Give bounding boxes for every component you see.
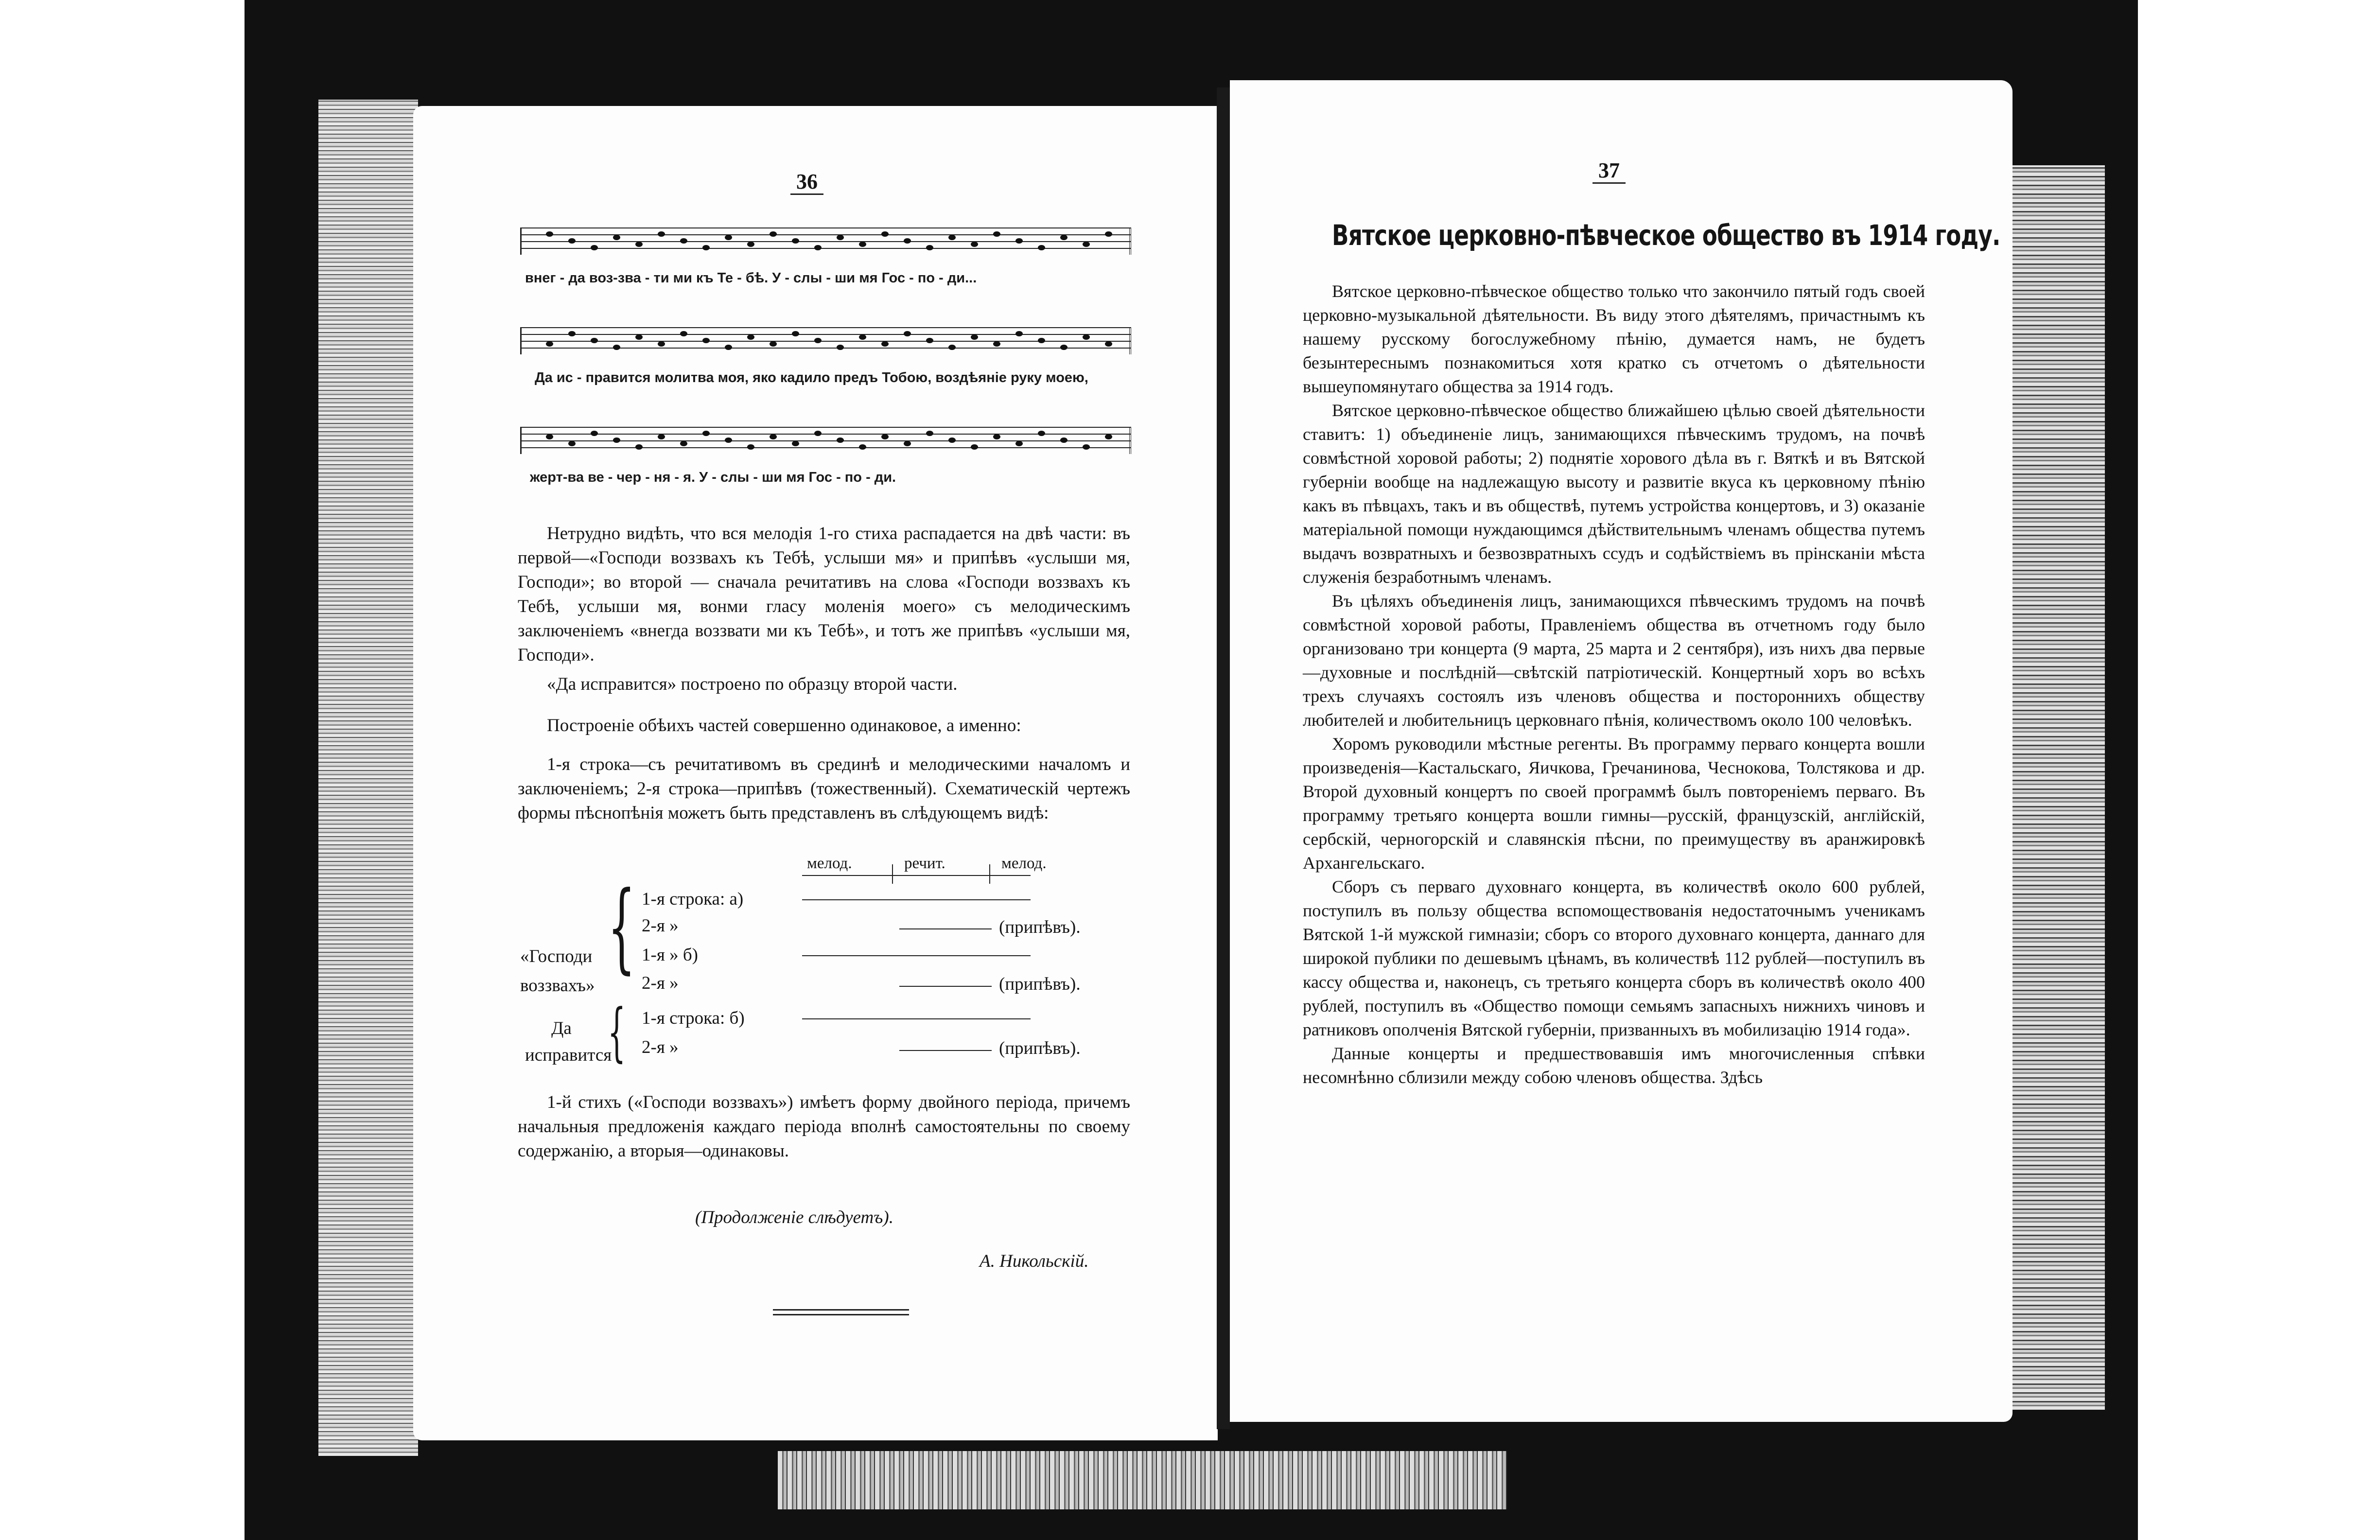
music-note bbox=[591, 245, 598, 250]
music-note bbox=[1015, 441, 1023, 446]
music-note bbox=[635, 334, 643, 340]
scheme-row-2: 2-я » bbox=[642, 973, 679, 993]
scheme-row-2: 2-я » bbox=[642, 916, 679, 936]
music-note bbox=[948, 345, 956, 350]
scheme-group-ispravitsya: Да исправится bbox=[525, 1018, 612, 1065]
scheme-line bbox=[899, 986, 992, 987]
music-note bbox=[1105, 341, 1112, 347]
music-note bbox=[814, 338, 822, 343]
scheme-refrain: (припѣвъ). bbox=[999, 917, 1081, 937]
music-note bbox=[747, 444, 754, 450]
music-staff-2 bbox=[520, 327, 1131, 354]
paragraph-da-ispravitsya: «Да исправится» построено по образцу второй части. bbox=[547, 674, 958, 694]
scheme-row-1s-b: 1-я строка: б) bbox=[642, 1008, 745, 1028]
music-lyrics-2: Да ис - правится молитва моя, яко кадило предъ Тобою, воздѣяніе руку моею, bbox=[535, 370, 1088, 385]
music-note bbox=[993, 341, 1000, 347]
music-note bbox=[1060, 438, 1068, 443]
article-paragraph: Хоромъ руководили мѣстные регенты. Въ программу перваго концерта вошли произведенія—Кастальскаго, Яичкова, Гречанинова, Чеснокова, Толстякова и др. Второй духовный концертъ по своей программѣ былъ повтореніемъ перваго. Въ программу третьяго концерта вошли гимны—русскій, французскій, англійскій, сербскій, черногорскій и славянскія пѣсни, по преимуществу въ аранжировкѣ Архангельскаго. bbox=[1303, 734, 1925, 873]
article-paragraph: Вятское церковно-пѣвческое общество ближайшею цѣлью своей дѣятельности ставитъ: 1) объединеніе лицъ, занимающихся пѣвческимъ трудомъ, на почвѣ совмѣстной хоровой работы; 2) поднятіе хорового дѣла въ г. Вяткѣ и въ Вятской губерніи вообще на надлежащую высоту и развитіе вкуса къ церковному пѣнію какъ въ пѣвцахъ, такъ и въ обществѣ, путемъ устройства концертовъ, и 3) оказаніе матеріальной помощи нуждающимся дѣйствительнымъ членамъ общества путемъ выдачъ возвратныхъ и безвозвратныхъ ссудъ и содѣйствіемъ въ прінсканіи мѣста служенія безработнымъ членамъ. bbox=[1303, 401, 1925, 587]
end-rule bbox=[773, 1314, 909, 1315]
left-page bbox=[413, 106, 1218, 1440]
music-note bbox=[971, 334, 978, 340]
music-note bbox=[971, 444, 978, 450]
music-note bbox=[792, 331, 799, 336]
music-note bbox=[1038, 431, 1045, 436]
music-note bbox=[770, 434, 777, 439]
scheme-refrain: (припѣвъ). bbox=[999, 974, 1081, 994]
left-page-edges bbox=[318, 100, 418, 1456]
music-note bbox=[881, 434, 889, 439]
page-number-right: 37 bbox=[1580, 158, 1638, 183]
music-note bbox=[993, 434, 1000, 439]
music-note bbox=[1060, 235, 1068, 240]
music-note bbox=[613, 438, 620, 443]
music-note bbox=[837, 345, 844, 350]
music-note bbox=[591, 338, 598, 343]
music-note bbox=[770, 231, 777, 237]
article-body bbox=[1303, 280, 1925, 1089]
scheme-group-gospodi: «Господи воззвахъ» bbox=[520, 946, 595, 996]
music-note bbox=[1083, 242, 1090, 247]
scheme-col-melod-1: мелод. bbox=[807, 855, 852, 872]
music-note bbox=[747, 334, 754, 340]
music-note bbox=[971, 242, 978, 247]
music-note bbox=[770, 341, 777, 347]
music-note bbox=[904, 238, 911, 244]
music-note bbox=[948, 438, 956, 443]
music-note bbox=[568, 441, 576, 446]
music-note bbox=[658, 231, 665, 237]
music-note bbox=[546, 434, 553, 439]
continued-note: (Продолженіе слѣдуетъ). bbox=[695, 1208, 893, 1227]
article-heading: Вятское церковно-пѣвческое общество въ 1914 году. bbox=[1332, 219, 2000, 252]
music-note bbox=[725, 438, 732, 443]
music-note bbox=[1038, 245, 1045, 250]
music-note bbox=[635, 444, 643, 450]
music-note bbox=[1015, 331, 1023, 336]
scheme-brace: { bbox=[608, 995, 626, 1069]
scheme-line bbox=[899, 928, 992, 929]
music-note bbox=[680, 238, 687, 244]
scheme-col-melod-2: мелод. bbox=[1001, 855, 1047, 872]
article-paragraph: Сборъ съ перваго духовнаго концерта, въ количествѣ около 600 рублей, поступилъ въ пользу общества вспомоществованія недостаточнымъ ученикамъ Вятской 1-й мужской гимназіи; сборъ со второго духовнаго концерта, даннаго для широкой публики по дешевымъ цѣнамъ, въ количествѣ 112 рублей—поступилъ въ кассу общества и, наконецъ, съ третьяго концерта сборъ въ количествѣ около 400 рублей, поступилъ въ «Общество помощи семьямъ запасныхъ нижнихъ чиновъ и ратниковъ ополченія Вятской губерніи, призванныхъ въ мобилизацію 1914 года». bbox=[1303, 877, 1925, 1039]
music-note bbox=[792, 441, 799, 446]
scheme-line bbox=[802, 1018, 1031, 1019]
paragraph-lines: 1-я строка—съ речитативомъ въ срединѣ и мелодическими началомъ и заключеніемъ; 2-я строка—припѣвъ (тожественный). Схематическій чертежъ формы пѣснопѣнія можетъ быть представленъ въ слѣдующемъ видѣ: bbox=[518, 754, 1130, 823]
article-paragraph: Въ цѣляхъ объединенія лицъ, занимающихся пѣвческимъ трудомъ на почвѣ совмѣстной хоровой работы, Правленіемъ общества въ отчетномъ году было организовано три концерта (9 марта, 25 марта и 2 сентября), изъ нихъ два первые—духовные и послѣдній—свѣтскій патріотическій. Концертный хоръ во всѣхъ трехъ случаяхъ состоялъ изъ членовъ общества и постороннихъ обществу любителей и любительницъ церковнаго пѣнія, количествомъ около 100 человѣкъ. bbox=[1303, 591, 1925, 730]
scheme-line bbox=[802, 955, 1031, 956]
scheme-col-rechit: речит. bbox=[904, 855, 945, 872]
scheme-brace: { bbox=[608, 871, 636, 984]
music-note bbox=[725, 345, 732, 350]
scheme-refrain: (припѣвъ). bbox=[999, 1038, 1081, 1058]
music-note bbox=[658, 434, 665, 439]
article-paragraph: Данные концерты и предшествовавшія имъ многочисленныя спѣвки несомнѣнно сблизили между собою членовъ общества. Здѣсь bbox=[1303, 1044, 1925, 1087]
scheme-row-1b: 1-я » б) bbox=[642, 945, 698, 965]
article-paragraph: Вятское церковно-пѣвческое общество только что закончило пятый годъ своей церковно-музыкальной дѣятельности. Въ виду этого дѣятелямъ, причастнымъ къ нашему русскому богослужебному пѣнію, думается намъ, не будетъ безынтереснымъ познакомиться хотя кратко съ отчетомъ о дѣятельности вышеупомянутаго общества за 1914 годъ. bbox=[1303, 281, 1925, 396]
music-note bbox=[613, 345, 620, 350]
bottom-page-edges bbox=[778, 1451, 1507, 1509]
music-note bbox=[658, 341, 665, 347]
music-staff-3 bbox=[520, 427, 1131, 454]
music-note bbox=[702, 431, 710, 436]
music-note bbox=[926, 245, 933, 250]
book-gutter bbox=[1217, 88, 1230, 1429]
music-note bbox=[881, 341, 889, 347]
scheme-divider bbox=[892, 864, 893, 884]
end-rule bbox=[773, 1309, 909, 1311]
music-note bbox=[568, 331, 576, 336]
paragraph-construction: Построеніе обѣихъ частей совершенно одинаковое, а именно: bbox=[547, 716, 1021, 735]
music-note bbox=[613, 235, 620, 240]
music-note bbox=[881, 231, 889, 237]
music-note bbox=[702, 245, 710, 250]
music-note bbox=[859, 242, 866, 247]
music-note bbox=[546, 341, 553, 347]
music-staff-1 bbox=[520, 228, 1131, 255]
music-note bbox=[591, 431, 598, 436]
scheme-line bbox=[899, 1050, 992, 1051]
paragraph-melody: Нетрудно видѣть, что вся мелодія 1-го стиха распадается на двѣ части: въ первой—«Господи воззвахъ къ Тебѣ, услыши мя» и припѣвъ «услыши мя, Господи»; во второй — сначала речитативъ на слова «Господи воззвахъ къ Тебѣ, услыши мя, вонми гласу моленія моего» съ мелодическимъ заключеніемъ «внегда воззвати ми къ Тебѣ», и тотъ же припѣвъ «услыши мя, Господи». bbox=[518, 524, 1130, 665]
music-note bbox=[546, 231, 553, 237]
music-note bbox=[1105, 231, 1112, 237]
music-note bbox=[1038, 338, 1045, 343]
scheme-divider bbox=[989, 864, 990, 884]
music-note bbox=[568, 238, 576, 244]
music-note bbox=[859, 334, 866, 340]
music-note bbox=[948, 235, 956, 240]
music-note bbox=[904, 331, 911, 336]
music-note bbox=[926, 338, 933, 343]
music-note bbox=[814, 431, 822, 436]
music-note bbox=[680, 331, 687, 336]
music-note bbox=[926, 431, 933, 436]
music-note bbox=[859, 444, 866, 450]
music-note bbox=[680, 441, 687, 446]
music-note bbox=[1060, 345, 1068, 350]
music-note bbox=[702, 338, 710, 343]
music-lyrics-1: внег - да воз-зва - ти ми къ Те - бѣ. У - слы - ши мя Гос - по - ди... bbox=[525, 270, 977, 286]
music-note bbox=[1105, 434, 1112, 439]
music-note bbox=[837, 235, 844, 240]
music-note bbox=[792, 238, 799, 244]
scheme-row-2: 2-я » bbox=[642, 1037, 679, 1057]
music-note bbox=[635, 242, 643, 247]
music-lyrics-3: жерт-ва ве - чер - ня - я. У - слы - ши мя Гос - по - ди. bbox=[530, 470, 896, 485]
music-note bbox=[904, 441, 911, 446]
music-note bbox=[993, 231, 1000, 237]
music-note bbox=[725, 235, 732, 240]
scheme-header-line bbox=[802, 875, 1031, 876]
paragraph-period: 1-й стихъ («Господи воззвахъ») имѣетъ форму двойного періода, причемъ начальныя предложенія каждаго періода вполнѣ самостоятельны по своему содержанію, а вторыя—одинаковы. bbox=[518, 1092, 1130, 1161]
music-note bbox=[1083, 334, 1090, 340]
music-note bbox=[1015, 238, 1023, 244]
music-note bbox=[814, 245, 822, 250]
music-note bbox=[1083, 444, 1090, 450]
author-signature: А. Никольскій. bbox=[980, 1251, 1089, 1271]
scheme-row-1a: 1-я строка: а) bbox=[642, 889, 744, 909]
music-note bbox=[747, 242, 754, 247]
page-number-left: 36 bbox=[778, 169, 836, 194]
right-page bbox=[1230, 80, 2012, 1422]
music-note bbox=[837, 438, 844, 443]
scheme-line bbox=[802, 899, 1031, 900]
